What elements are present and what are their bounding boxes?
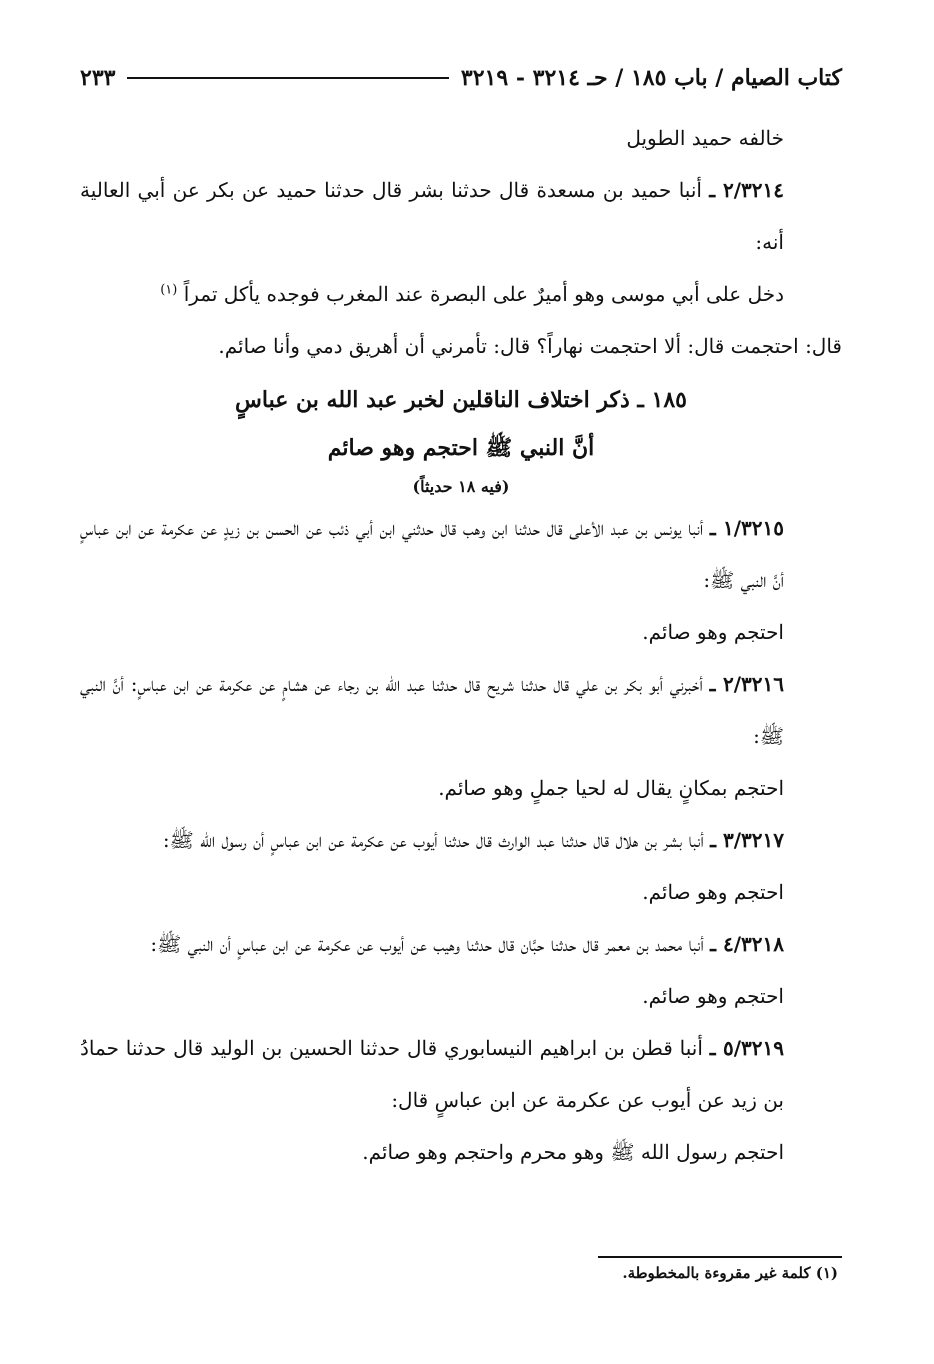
header-rule [127, 77, 448, 79]
hadith-number: ٣/٣٢١٧ ـ [710, 828, 784, 852]
page-body [80, 112, 842, 1178]
page-number: ٢٣٣ [80, 65, 116, 91]
hadith-number: ٤/٣٢١٨ ـ [710, 932, 784, 956]
hadith-3216-matn: احتجم بمكانٍ يقال له لحيا جملٍ وهو صائم. [438, 776, 784, 800]
hadith-isnad: أنبا حميد بن مسعدة قال حدثنا بشر قال حدثنا حميد عن بكر عن أبي العالية أنه: [80, 178, 784, 254]
hadith-isnad: أنبا يونس بن عبد الأعلى قال حدثنا ابن وهب قال حدثني ابن أبي ذئب عن الحسن بن زيدٍ عن عكرمة عن ابن عباسٍ أنَّ النبي ﷺ: [80, 516, 784, 592]
hadith-isnad: أخبرني أبو بكر بن علي قال حدثنا شريح قال حدثنا عبد الله بن رجاء عن هشامٍ عن عكرمة عن ابن عباسٍ: أنَّ النبي ﷺ: [80, 672, 784, 748]
chapter-title-line2: أنَّ النبي ﷺ احتجم وهو صائم [327, 435, 595, 461]
footnote-number: (١) [815, 1264, 838, 1282]
hadith-3214-matn-cont: قال: احتجمت قال: ألا احتجمت نهاراً؟ قال: تأمرني أن أهريق دمي وأنا صائم. [218, 334, 842, 358]
hadith-3217-matn: احتجم وهو صائم. [642, 880, 784, 904]
hadith-3217 [80, 814, 842, 866]
chapter-note: (فيه ١٨ حديثاً) [412, 477, 510, 496]
hadith-3218 [80, 918, 842, 970]
continuation-line: خالفه حميد الطويل [626, 126, 784, 150]
hadith-isnad: أنبا محمد بن معمر قال حدثنا حبَّان قال حدثنا وهيب عن أيوب عن عكرمة عن ابن عباسٍ أن النبي ﷺ: [150, 932, 704, 956]
hadith-3218-matn: احتجم وهو صائم. [642, 984, 784, 1008]
footnote [622, 1264, 838, 1282]
footnote-text: كلمة غير مقروءة بالمخطوطة. [622, 1264, 811, 1282]
hadith-3219 [80, 1022, 842, 1126]
footnote-marker: (١) [160, 282, 178, 298]
hadith-isnad: أنبا بشر بن هلال قال حدثنا عبد الوارث قال حدثنا أيوب عن عكرمة عن ابن عباسٍ أن رسول الله ﷺ: [162, 828, 704, 852]
hadith-3215-matn: احتجم وهو صائم. [642, 620, 784, 644]
hadith-3214-matn [80, 268, 842, 320]
chapter-heading [80, 376, 842, 502]
footnote-rule [598, 1256, 842, 1258]
hadith-3214 [80, 164, 842, 268]
hadith-isnad: أنبا قطن بن ابراهيم النيسابوري قال حدثنا الحسين بن الوليد قال حدثنا حمادُ بن زيد عن أيوب عن عكرمة عن ابن عباسٍ قال: [80, 1036, 784, 1112]
hadith-3219-matn: احتجم رسول الله ﷺ وهو محرم واحتجم وهو صائم. [362, 1140, 784, 1164]
hadith-number: ٢/٣٢١٦ ـ [709, 672, 785, 696]
hadith-matn: دخل على أبي موسى وهو أميرٌ على البصرة عند المغرب فوجده يأكل تمراً [183, 282, 784, 306]
hadith-number: ٥/٣٢١٩ ـ [709, 1036, 784, 1060]
running-header [80, 60, 842, 96]
hadith-3216 [80, 658, 842, 762]
hadith-number: ٢/٣٢١٤ ـ [709, 178, 784, 202]
hadith-number: ١/٣٢١٥ ـ [709, 516, 785, 540]
hadith-3215 [80, 502, 842, 606]
chapter-title-line1: ١٨٥ ـ ذكر اختلاف الناقلين لخبر عبد الله بن عباسٍ [235, 387, 687, 413]
running-title: كتاب الصيام / باب ١٨٥ / حـ ٣٢١٤ - ٣٢١٩ [460, 65, 842, 91]
